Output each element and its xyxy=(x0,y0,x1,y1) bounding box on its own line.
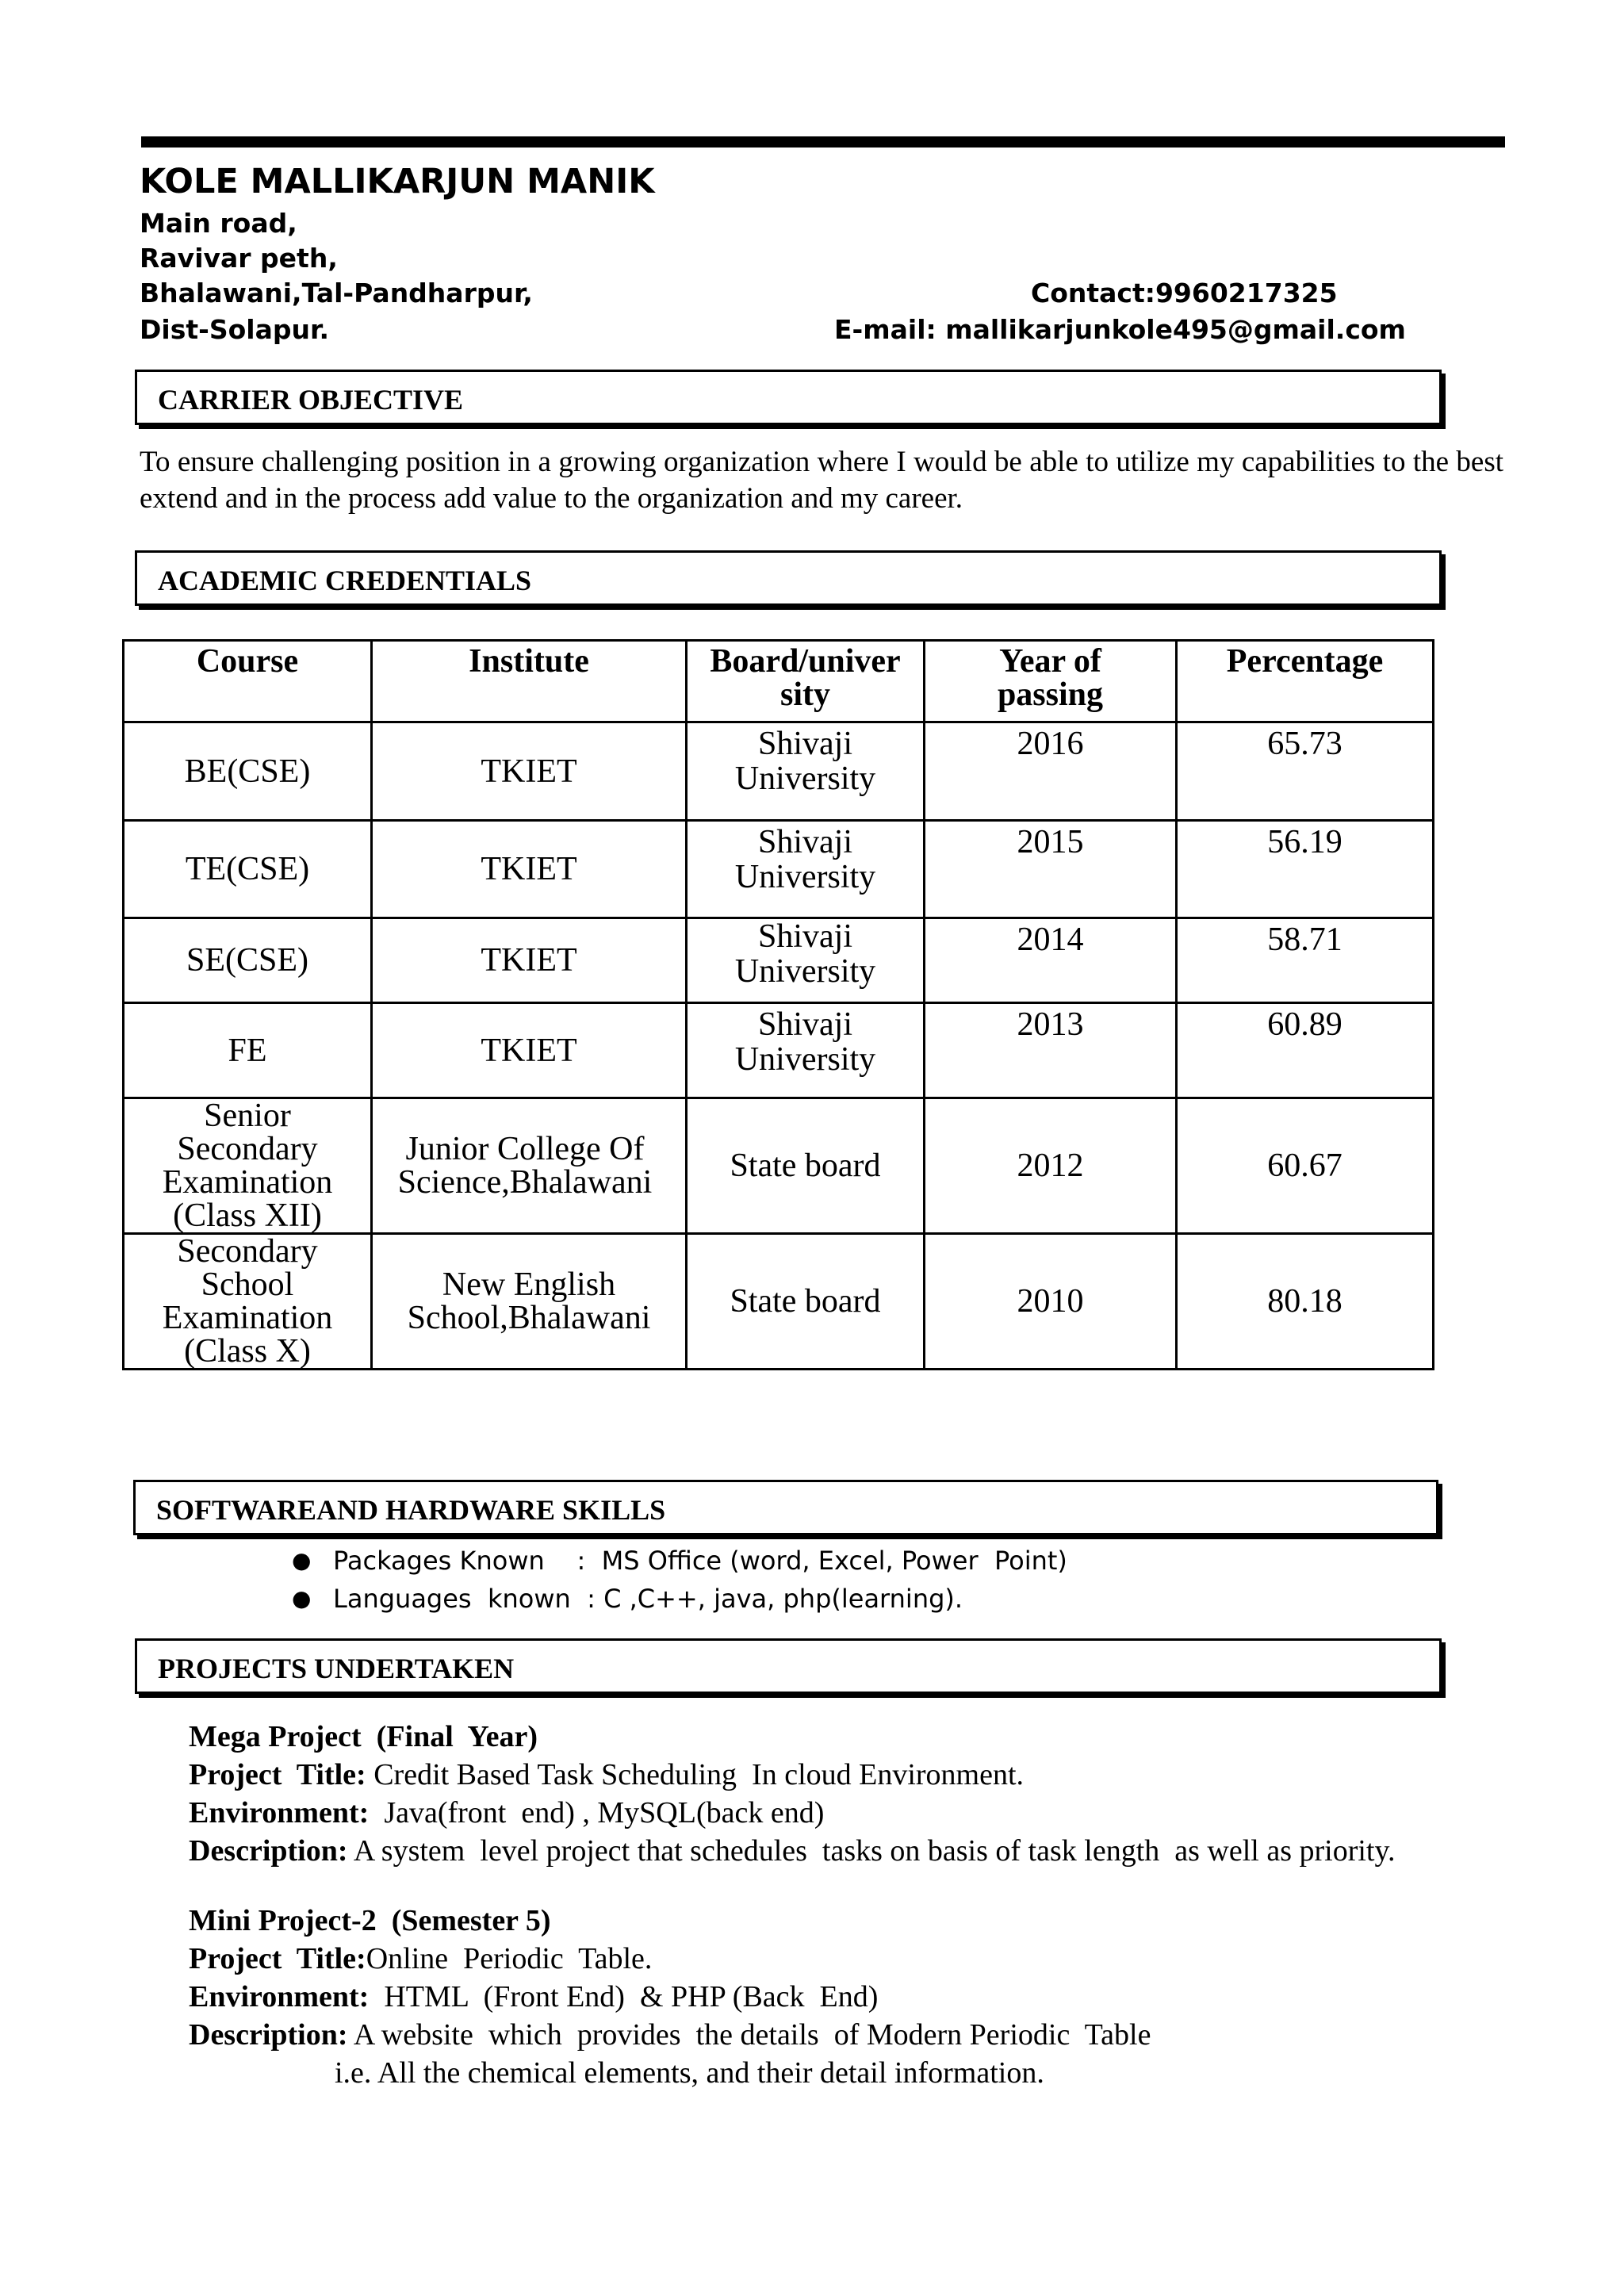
field-value: A system level project that schedules tasks on basis of task length as well as priority. xyxy=(347,1834,1396,1868)
cell-board: Shivaji University xyxy=(687,722,925,821)
mega-project-name xyxy=(189,1757,1024,1792)
cell-course: Senior Secondary Examination (Class XII) xyxy=(124,1098,372,1234)
cell-percentage: 80.18 xyxy=(1177,1234,1434,1370)
table-row xyxy=(124,918,1434,1003)
cell-institute: TKIET xyxy=(372,918,687,1003)
cell-board: Shivaji University xyxy=(687,821,925,918)
mini-project-title: Mini Project-2 (Semester 5) xyxy=(189,1904,551,1937)
cell-board: State board xyxy=(687,1098,925,1234)
cell-institute: TKIET xyxy=(372,1003,687,1098)
section-heading: SOFTWAREAND HARDWARE SKILLS xyxy=(156,1494,666,1526)
cell-institute: Junior College Of Science,Bhalawani xyxy=(372,1098,687,1234)
cell-course: BE(CSE) xyxy=(124,722,372,821)
table-row xyxy=(124,722,1434,821)
field-label: Environment: xyxy=(189,1980,370,2013)
list-item xyxy=(292,1580,1067,1618)
field-value: HTML (Front End) & PHP (Back End) xyxy=(369,1980,879,2013)
section-heading: CARRIER OBJECTIVE xyxy=(158,384,464,416)
skills-list xyxy=(292,1542,1067,1618)
column-header: Year of passing xyxy=(925,641,1177,722)
skill-text: Packages Known : MS Office (word, Excel, Power Point) xyxy=(333,1546,1067,1576)
cell-board: State board xyxy=(687,1234,925,1370)
cell-percentage: 65.73 xyxy=(1177,722,1434,821)
column-header: Institute xyxy=(372,641,687,722)
cell-percentage: 56.19 xyxy=(1177,821,1434,918)
address-line: Dist-Solapur. xyxy=(140,314,330,345)
table-row xyxy=(124,821,1434,918)
field-value: Online Periodic Table. xyxy=(366,1942,653,1975)
column-header: Percentage xyxy=(1177,641,1434,722)
cell-institute: TKIET xyxy=(372,722,687,821)
email-address: E-mail: mallikarjunkole495@gmail.com xyxy=(834,314,1406,345)
cell-year: 2010 xyxy=(925,1234,1177,1370)
skill-text: Languages known : C ,C++, java, php(learning). xyxy=(333,1584,963,1614)
list-item xyxy=(292,1542,1067,1580)
top-rule xyxy=(141,136,1505,148)
objective-heading-box xyxy=(135,370,1442,425)
address-line: Bhalawani,Tal-Pandharpur, xyxy=(140,278,533,308)
academic-table xyxy=(122,639,1434,1370)
column-header: Board/univer sity xyxy=(687,641,925,722)
contact-number: Contact:9960217325 xyxy=(1031,278,1338,308)
field-label: Project Title: xyxy=(189,1942,366,1975)
field-label: Description: xyxy=(189,2018,348,2052)
cell-percentage: 60.67 xyxy=(1177,1098,1434,1234)
cell-board: Shivaji University xyxy=(687,1003,925,1098)
cell-course: SE(CSE) xyxy=(124,918,372,1003)
section-heading: ACADEMIC CREDENTIALS xyxy=(158,565,532,596)
cell-percentage: 60.89 xyxy=(1177,1003,1434,1098)
cell-year: 2012 xyxy=(925,1098,1177,1234)
bullet-icon: ● xyxy=(292,1585,312,1611)
cell-institute: New English School,Bhalawani xyxy=(372,1234,687,1370)
table-row xyxy=(124,1234,1434,1370)
candidate-name: KOLE MALLIKARJUN MANIK xyxy=(140,162,655,201)
mega-project-title: Mega Project (Final Year) xyxy=(189,1720,538,1753)
mini-project-description xyxy=(189,2017,1151,2052)
field-label: Environment: xyxy=(189,1796,370,1829)
objective-text: To ensure challenging position in a growing organization where I would be able to utilize my capabilities to the best extend and in the process add value to the organization and my career. xyxy=(140,446,1503,515)
table-row xyxy=(124,1003,1434,1098)
field-value: A website which provides the details of Modern Periodic Table xyxy=(347,2018,1151,2052)
cell-course: Secondary School Examination (Class X) xyxy=(124,1234,372,1370)
cell-year: 2016 xyxy=(925,722,1177,821)
academic-heading-box xyxy=(135,550,1442,606)
field-value: Credit Based Task Scheduling In cloud Environment. xyxy=(366,1758,1025,1791)
cell-board: Shivaji University xyxy=(687,918,925,1003)
table-row xyxy=(124,1098,1434,1234)
cell-percentage: 58.71 xyxy=(1177,918,1434,1003)
cell-year: 2014 xyxy=(925,918,1177,1003)
cell-course: TE(CSE) xyxy=(124,821,372,918)
mega-project-environment xyxy=(189,1795,824,1830)
mini-project-name xyxy=(189,1941,652,1976)
field-label: Project Title: xyxy=(189,1758,366,1791)
mini-project-description-continued: i.e. All the chemical elements, and their detail information. xyxy=(335,2056,1044,2090)
address-line: Main road, xyxy=(140,208,297,239)
mini-project-environment xyxy=(189,1979,878,2014)
cell-year: 2013 xyxy=(925,1003,1177,1098)
section-heading: PROJECTS UNDERTAKEN xyxy=(158,1653,515,1684)
cell-institute: TKIET xyxy=(372,821,687,918)
projects-heading-box xyxy=(135,1638,1442,1694)
skills-heading-box xyxy=(133,1480,1438,1535)
bullet-icon: ● xyxy=(292,1547,312,1573)
cell-course: FE xyxy=(124,1003,372,1098)
field-value: Java(front end) , MySQL(back end) xyxy=(369,1796,825,1829)
mega-project-description xyxy=(189,1833,1396,1868)
address-line: Ravivar peth, xyxy=(140,243,338,274)
field-label: Description: xyxy=(189,1834,348,1868)
column-header: Course xyxy=(124,641,372,722)
table-header-row xyxy=(124,641,1434,722)
cell-year: 2015 xyxy=(925,821,1177,918)
